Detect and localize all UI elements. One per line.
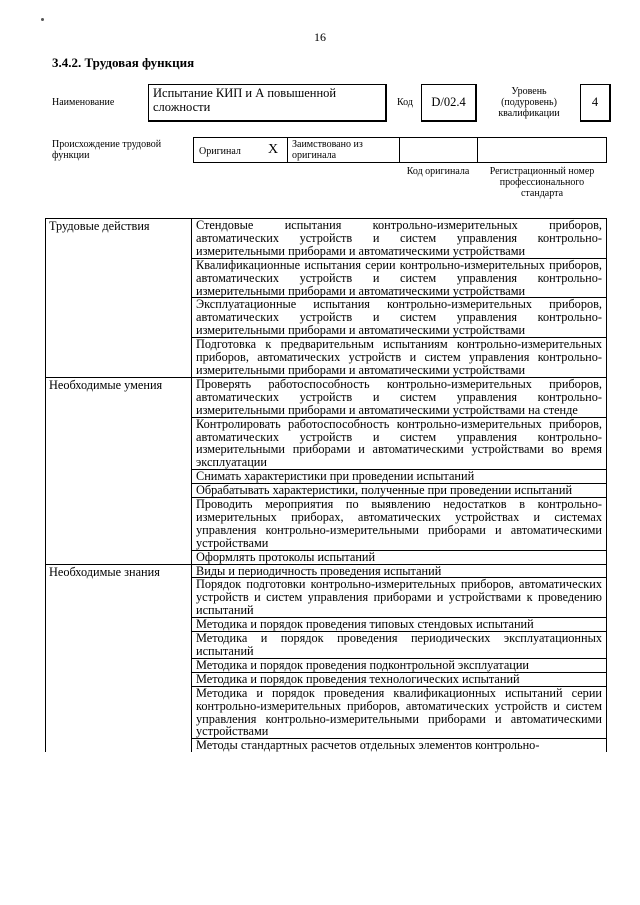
table-cell: Виды и периодичность проведения испытаний [192, 564, 607, 578]
table-cell: Оформлять протоколы испытаний [192, 550, 607, 564]
table-cell: Подготовка к предварительным испытаниям контрольно-измерительных приборов, автоматических устройств и систем управления контрольно-измерительными приборами и автоматическими устройствами [192, 338, 607, 378]
origin-divider-1 [287, 137, 288, 163]
name-value-box [148, 84, 387, 122]
origin-label: Происхождение трудовой функции [52, 139, 162, 161]
level-label: Уровень (подуровень) квалификации [498, 86, 560, 119]
name-value: Испытание КИП и А повышенной сложности [153, 86, 337, 114]
scan-speck [41, 18, 44, 21]
table-cell: Методика и порядок проведения периодических эксплуатационных испытаний [192, 632, 607, 659]
table-cell: Методы стандартных расчетов отдельных элементов контрольно- [192, 739, 607, 752]
original-label: Оригинал [199, 146, 241, 157]
origin-divider-3 [477, 137, 478, 163]
code-value-box [421, 84, 477, 122]
borrowed-label: Заимствовано из оригинала [292, 139, 363, 161]
table-row [46, 377, 607, 417]
section-title-actions: Трудовые действия [46, 219, 192, 378]
table-cell: Методика и порядок проведения технологических испытаний [192, 672, 607, 686]
table-cell: Стендовые испытания контрольно-измерительных приборов, автоматических устройств и систем управления контрольно-измерительными приборами и автоматическими устройствами [192, 219, 607, 259]
table-cell: Контролировать работоспособность контрольно-измерительных приборов, автоматических устройств и систем управления контрольно-измерительными приборами и автоматическими устройствами во время эксплуатации [192, 417, 607, 470]
reg-number-caption: Регистрационный номер профессионального стандарта [489, 166, 595, 199]
code-original-caption: Код оригинала [406, 166, 470, 177]
table-row [46, 219, 607, 259]
section-title-knowledge: Необходимые знания [46, 564, 192, 752]
table-cell: Эксплуатационные испытания контрольно-измерительных приборов, автоматических устройств и систем управления контрольно-измерительными приборами и автоматическими устройствами [192, 298, 607, 338]
origin-divider-2 [399, 137, 400, 163]
table-cell: Методика и порядок проведения подконтрольной эксплуатации [192, 658, 607, 672]
code-label: Код [397, 97, 413, 108]
origin-row [193, 137, 607, 163]
table-cell: Методика и порядок проведения квалификационных испытаний серии контрольно-измерительных приборов, автоматических устройств и систем управления контрольно-измерительными приборами и автоматическими устройствами [192, 686, 607, 739]
table-cell: Методика и порядок проведения типовых стендовых испытаний [192, 618, 607, 632]
code-value: D/02.4 [431, 95, 466, 109]
labor-function-table [45, 218, 607, 752]
table-cell: Порядок подготовки контрольно-измерительных приборов, автоматических устройств и систем управления приборами и устройствами к проведению испытаний [192, 578, 607, 618]
original-mark: X [268, 142, 279, 157]
level-value-box [580, 84, 611, 122]
table-cell: Обрабатывать характеристики, полученные при проведении испытаний [192, 484, 607, 498]
table-cell: Квалификационные испытания серии контрольно-измерительных приборов, автоматических устройств и систем управления контрольно-измерительными приборами и автоматическими устройствами [192, 258, 607, 298]
section-title-skills: Необходимые умения [46, 377, 192, 564]
table-row [46, 564, 607, 578]
name-label: Наименование [52, 97, 115, 108]
level-value: 4 [591, 95, 599, 109]
table-cell: Снимать характеристики при проведении испытаний [192, 470, 607, 484]
table-cell: Проверять работоспособность контрольно-измерительных приборов, автоматических устройств и систем управления контрольно-измерительными приборами и автоматическими устройствами на стенде [192, 377, 607, 417]
table-cell: Проводить мероприятия по выявлению недостатков в контрольно-измерительных приборах, автоматических устройствах и системах управления контрольно-измерительными приборами и автоматическими устройствами [192, 498, 607, 551]
page-number: 16 [314, 30, 326, 44]
section-title: 3.4.2. Трудовая функция [52, 55, 195, 70]
